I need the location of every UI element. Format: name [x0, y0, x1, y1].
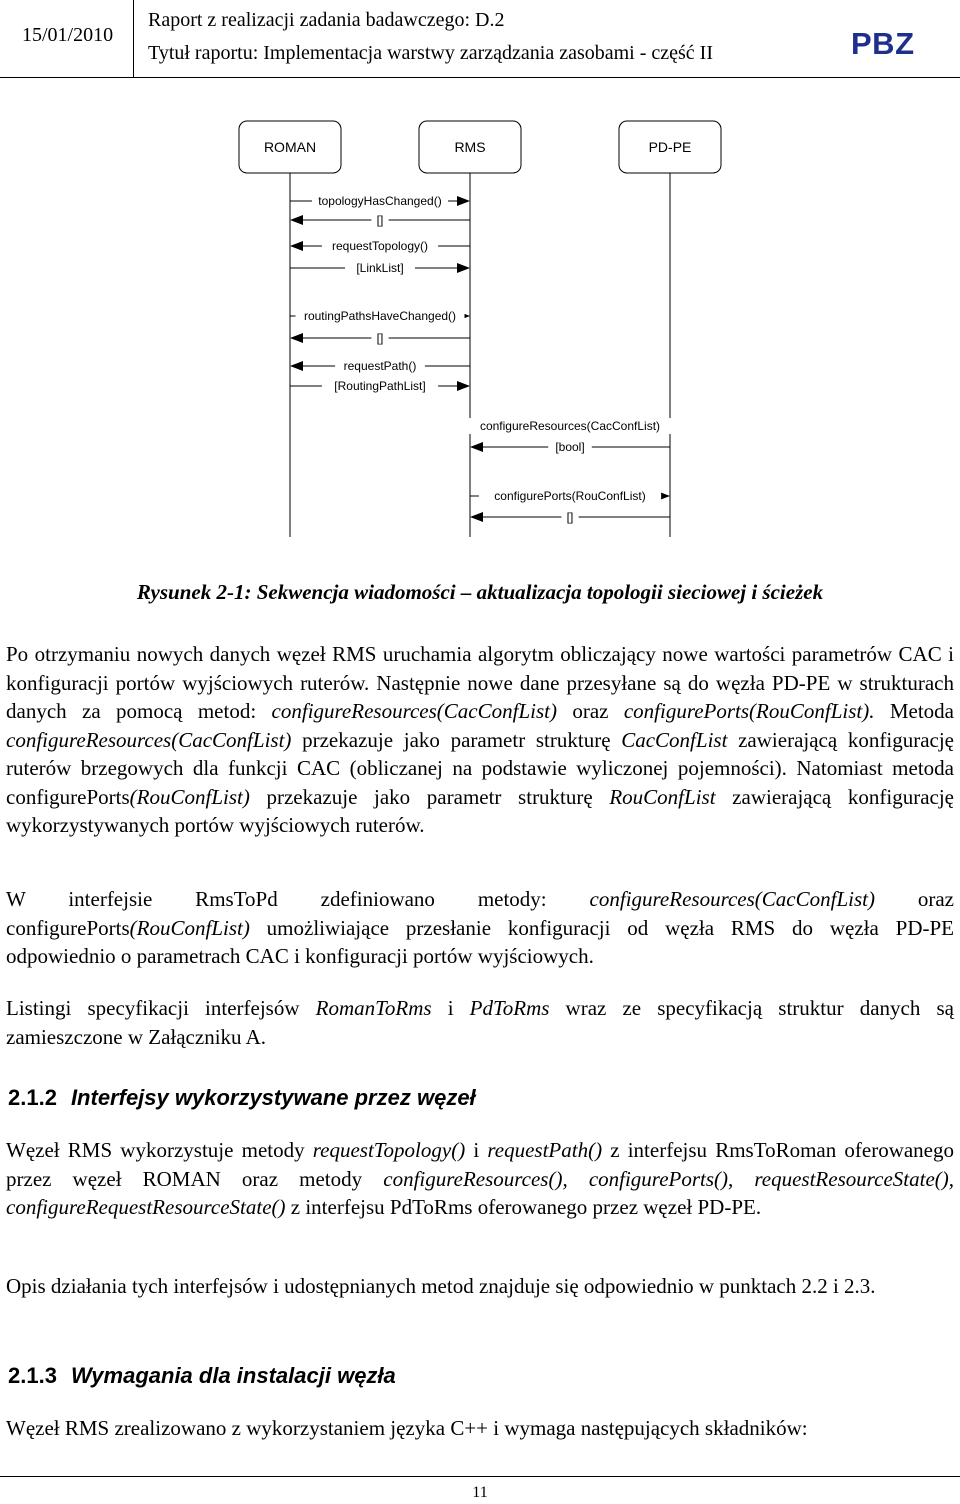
message-label: [] — [376, 331, 384, 345]
message-label: [LinkList] — [356, 261, 404, 275]
header-rule — [0, 77, 960, 78]
message-label: routingPathsHaveChanged() — [303, 309, 457, 323]
paragraph-4: Węzeł RMS wykorzystuje metody requestTopology() i requestPath() z interfejsu RmsToRoman oferowanego przez węzeł ROMAN oraz metody configureResources(), configurePorts(), requestResourceState(), configureRequestResourceState() z interfejsu PdToRms oferowanego przez węzeł PD-PE. — [6, 1138, 955, 1219]
message-arrow — [290, 212, 470, 228]
message-arrow — [470, 488, 670, 504]
message-label: requestTopology() — [331, 239, 429, 253]
page-header — [0, 0, 960, 78]
lifeline-label: ROMAN — [263, 139, 317, 155]
message-arrow — [290, 260, 470, 276]
pbz-logo: PBZ — [851, 26, 915, 61]
message-label: configureResources(CacConfList) — [479, 419, 661, 433]
message-label: [RoutingPathList] — [334, 379, 426, 393]
paragraph-3: Listingi specyfikacji interfejsów RomanToRms i PdToRms wraz ze specyfikacją struktur danych są zamieszczone w Załączniku A. — [6, 996, 954, 1049]
message-arrow — [470, 509, 670, 525]
message-arrow — [290, 193, 470, 209]
message-label: requestPath() — [343, 359, 417, 373]
paragraph-5: Opis działania tych interfejsów i udostępnianych metod znajduje się odpowiednio w punktach 2.2 i 2.3. — [6, 1274, 876, 1298]
header-divider — [133, 0, 134, 78]
message-label: topologyHasChanged() — [318, 194, 442, 208]
message-arrow — [290, 330, 470, 346]
lifeline-label: RMS — [454, 139, 486, 155]
figure-caption: Rysunek 2-1: Sekwencja wiadomości – aktualizacja topologii sieciowej i ścieżek — [136, 580, 824, 604]
message-label: [] — [376, 213, 384, 227]
lifeline-label: PD-PE — [648, 139, 692, 155]
message-label: configurePorts(RouConfList) — [494, 489, 646, 503]
message-arrow — [290, 238, 470, 254]
message-label: [] — [566, 510, 574, 524]
paragraph-6: Węzeł RMS zrealizowano z wykorzystaniem języka C++ i wymaga następujących składników: — [6, 1416, 808, 1440]
message-arrow — [466, 418, 675, 434]
section-heading-2-1-2: 2.1.2 Interfejsy wykorzystywane przez węzeł — [8, 1085, 476, 1110]
message-arrow — [290, 358, 470, 374]
header-date: 15/01/2010 — [22, 24, 114, 46]
message-arrow — [290, 378, 470, 394]
paragraph-1: Po otrzymaniu nowych danych węzeł RMS uruchamia algorytm obliczający nowe wartości parametrów CAC i konfiguracji portów wyjściowych ruterów. Następnie nowe dane przesyłane są do węzła PD-PE w strukturach danych za pomocą metod: configureResources(CacConfList) oraz configurePorts(RouConfList). Metoda configureResources(CacConfList) przekazuje jako parametr strukturę CacConfList zawierającą konfigurację ruterów brzegowych dla funkcji CAC (obliczanej na podstawie wyliczonej pojemności). Natomiast metoda configurePorts(RouConfList) przekazuje jako parametr strukturę RouConfList zawierającą konfigurację wykorzystywanych portów wyjściowych ruterów. — [6, 642, 954, 837]
header-title: Tytuł raportu: Implementacja warstwy zarządzania zasobami - część II — [148, 42, 713, 64]
message-arrow — [470, 439, 670, 455]
message-arrow — [290, 308, 470, 324]
paragraph-2: W interfejsie RmsToPd zdefiniowano metody: configureResources(CacConfList) oraz configurePorts(RouConfList) umożliwiające przesłanie konfiguracji od węzła RMS do węzła PD-PE odpowiednio o parametrach CAC i konfiguracji portów wyjściowych. — [6, 887, 954, 968]
message-label: [bool] — [555, 440, 585, 454]
page-number: 11 — [472, 1484, 488, 1501]
footer-rule — [0, 1476, 960, 1477]
header-report: Raport z realizacji zadania badawczego: D.2 — [148, 9, 505, 31]
section-heading-2-1-3: 2.1.3 Wymagania dla instalacji węzła — [8, 1363, 396, 1388]
sequence-diagram — [0, 100, 960, 550]
